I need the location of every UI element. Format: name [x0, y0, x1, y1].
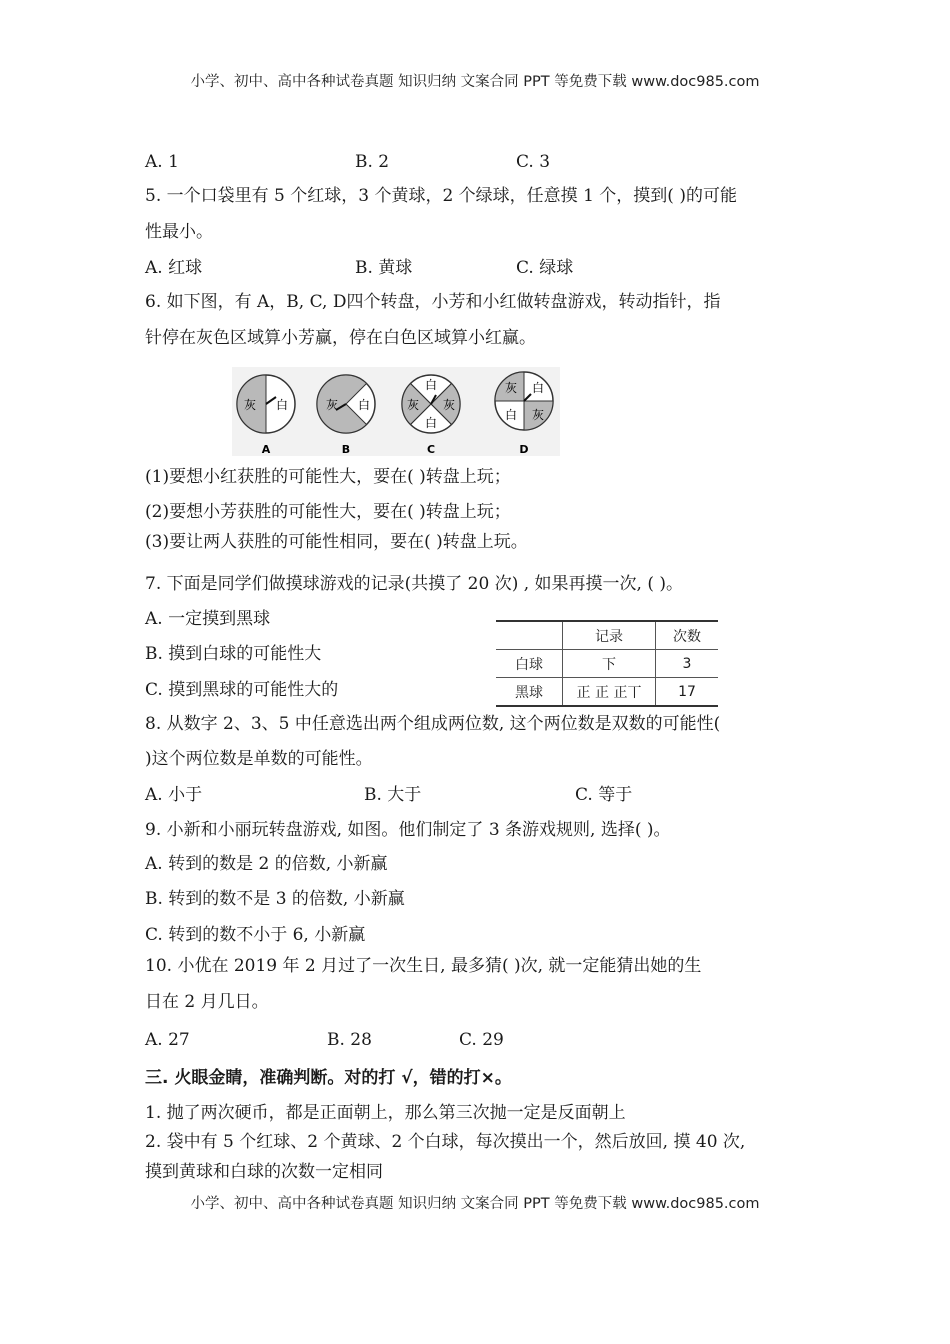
q4-option-c: C. 3	[516, 152, 551, 172]
spinner-d-gray-tl: 灰	[504, 381, 518, 395]
table-cell: 3	[656, 650, 719, 678]
q5-option-b: B. 黄球	[355, 258, 413, 278]
spinner-d-white-bl: 白	[504, 408, 518, 422]
record-table	[496, 620, 718, 707]
q8-option-c: C. 等于	[575, 785, 633, 805]
q8-option-b: B. 大于	[364, 785, 422, 805]
table-cell: 17	[656, 678, 719, 707]
table-cell: 正 正 正丅	[563, 678, 656, 707]
q10-option-a: A. 27	[145, 1030, 190, 1050]
spinner-a-label: A	[261, 443, 271, 456]
table-row	[496, 678, 718, 707]
q7-option-b: B. 摸到白球的可能性大	[145, 644, 322, 664]
q7-option-c: C. 摸到黑球的可能性大的	[145, 680, 339, 700]
spinner-c	[402, 375, 460, 456]
q8-line2: )这个两位数是单数的可能性。	[145, 749, 373, 769]
page-footer: 小学、初中、高中各种试卷真题 知识归纳 文案合同 PPT 等免费下载 www.doc985.com	[190, 1196, 760, 1212]
q10-line1: 10. 小优在 2019 年 2 月过了一次生日, 最多猜( )次, 就一定能猜出她的生	[145, 956, 702, 976]
table-header-cell: 次数	[656, 621, 719, 650]
q10-line2: 日在 2 月几日。	[145, 992, 269, 1012]
spinner-c-gray-right: 灰	[442, 398, 456, 412]
q5-option-c: C. 绿球	[516, 258, 574, 278]
spinner-b-label: B	[341, 443, 351, 456]
q9-option-b: B. 转到的数不是 3 的倍数, 小新赢	[145, 889, 405, 909]
spinner-c-white-top: 白	[424, 378, 438, 392]
q9-option-a: A. 转到的数是 2 的倍数, 小新赢	[145, 854, 388, 874]
spinner-d-label: D	[519, 443, 529, 456]
spinner-a	[237, 375, 295, 456]
table-header-cell: 记录	[563, 621, 656, 650]
q10-option-c: C. 29	[459, 1030, 504, 1050]
q7-line1: 7. 下面是同学们做摸球游戏的记录(共摸了 20 次) , 如果再摸一次, ( )。	[145, 574, 684, 594]
spinner-b-white-label: 白	[357, 398, 371, 412]
judgement-item-2: 2. 袋中有 5 个红球、2 个黄球、2 个白球，每次摸出一个，然后放回, 摸 40 次,	[145, 1132, 746, 1152]
table-header-row	[496, 621, 718, 650]
q5-line2: 性最小。	[145, 222, 213, 242]
q6-line1: 6. 如下图，有 A，B, C, D四个转盘，小芳和小红做转盘游戏，转动指针，指	[145, 292, 721, 312]
q6-sub2: (2)要想小芳获胜的可能性大，要在( )转盘上玩；	[145, 502, 511, 522]
section-title: 三. 火眼金睛，准确判断。对的打 √，错的打×。	[145, 1068, 512, 1088]
page-header: 小学、初中、高中各种试卷真题 知识归纳 文案合同 PPT 等免费下载 www.doc985.com	[190, 74, 760, 90]
judgement-item-1: 1. 抛了两次硬币，都是正面朝上，那么第三次抛一定是反面朝上	[145, 1103, 626, 1123]
q8-option-a: A. 小于	[145, 785, 203, 805]
q7-option-a: A. 一定摸到黑球	[145, 609, 271, 629]
q10-option-b: B. 28	[327, 1030, 372, 1050]
table-cell: 黑球	[496, 678, 563, 707]
spinner-b-gray-label: 灰	[325, 398, 339, 412]
q6-sub1: (1)要想小红获胜的可能性大，要在( )转盘上玩；	[145, 467, 511, 487]
table-cell: 下	[563, 650, 656, 678]
spinner-a-gray-label: 灰	[243, 398, 257, 412]
judgement-item-2-cont: 摸到黄球和白球的次数一定相同	[145, 1162, 383, 1182]
spinner-d	[495, 372, 553, 456]
spinner-c-white-bottom: 白	[424, 416, 438, 430]
spinner-a-white-label: 白	[275, 398, 289, 412]
table-cell: 白球	[496, 650, 563, 678]
q5-line1: 5. 一个口袋里有 5 个红球，3 个黄球，2 个绿球，任意摸 1 个，摸到( )的可能	[145, 186, 737, 206]
q5-option-a: A. 红球	[145, 258, 203, 278]
table-header-cell	[496, 621, 563, 650]
spinner-c-gray-left: 灰	[406, 398, 420, 412]
q8-line1: 8. 从数字 2、3、5 中任意选出两个组成两位数, 这个两位数是双数的可能性(	[145, 714, 721, 734]
spinner-b	[317, 375, 375, 456]
q4-option-b: B. 2	[355, 152, 390, 172]
table-row	[496, 650, 718, 678]
q9-line1: 9. 小新和小丽玩转盘游戏, 如图。他们制定了 3 条游戏规则, 选择( )。	[145, 820, 671, 840]
q6-line2: 针停在灰色区域算小芳赢，停在白色区域算小红赢。	[145, 328, 536, 348]
q4-option-a: A. 1	[145, 152, 179, 172]
spinner-diagram	[232, 367, 560, 456]
spinner-c-label: C	[426, 443, 436, 456]
q9-option-c: C. 转到的数不小于 6, 小新赢	[145, 925, 366, 945]
spinner-d-gray-br: 灰	[531, 408, 545, 422]
q6-sub3: (3)要让两人获胜的可能性相同，要在( )转盘上玩。	[145, 532, 528, 552]
spinner-d-white-tr: 白	[531, 381, 545, 395]
